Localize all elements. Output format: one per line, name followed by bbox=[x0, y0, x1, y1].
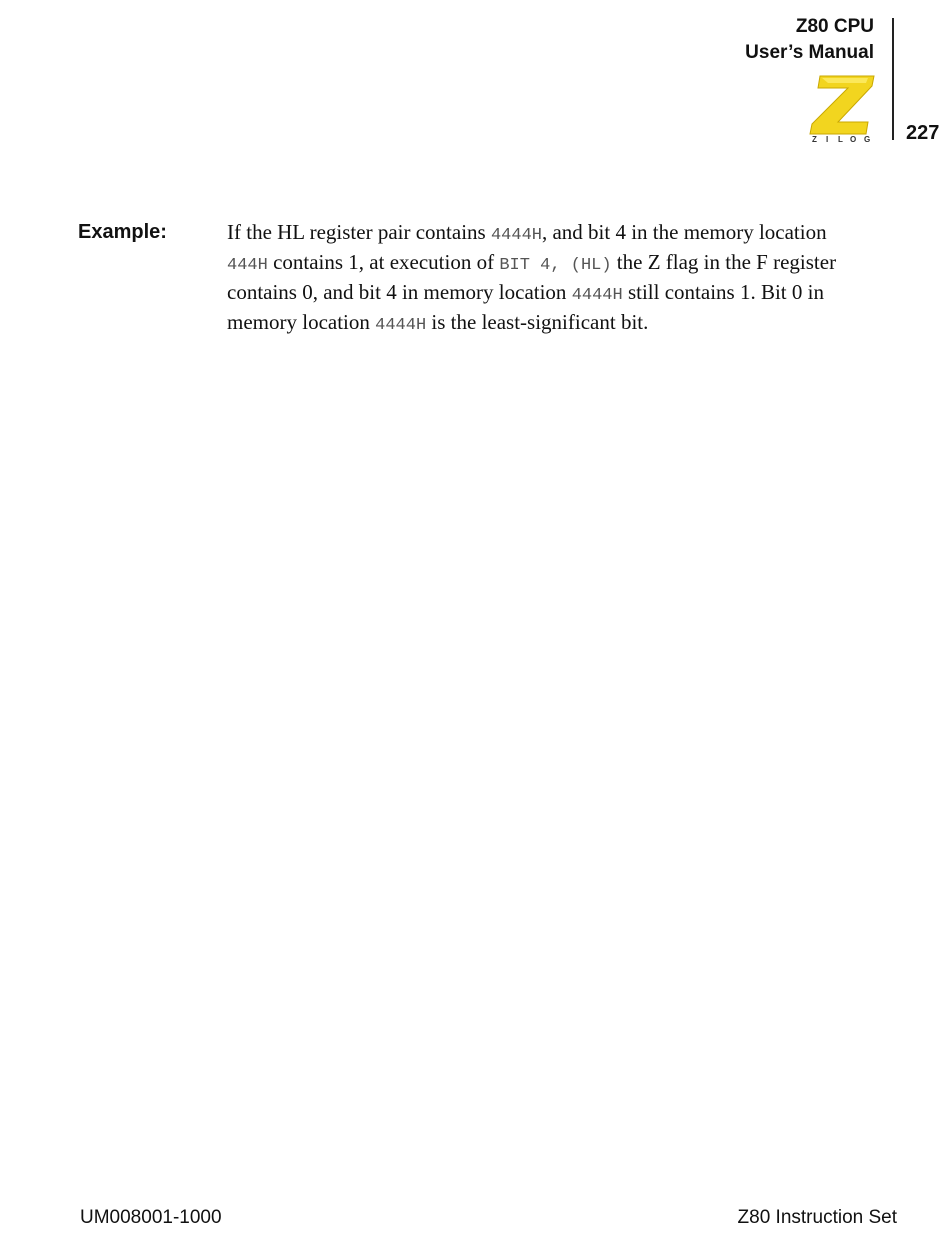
section-name: Z80 Instruction Set bbox=[737, 1207, 897, 1228]
text-segment: is the least-significant bit. bbox=[426, 310, 649, 334]
svg-text:I: I bbox=[826, 135, 829, 144]
paragraph-line bbox=[227, 309, 897, 339]
paragraph-line bbox=[227, 249, 897, 279]
code-literal: 444H bbox=[227, 256, 268, 275]
text-segment: If the HL register pair contains bbox=[227, 220, 491, 244]
code-literal: 4444H bbox=[375, 316, 427, 335]
paragraph-line bbox=[227, 279, 897, 309]
text-segment: contains 0, and bit 4 in memory location bbox=[227, 280, 572, 304]
code-literal: 4444H bbox=[490, 226, 542, 245]
svg-text:Z: Z bbox=[812, 135, 817, 144]
svg-text:L: L bbox=[838, 135, 843, 144]
code-literal: 4444H bbox=[571, 286, 623, 305]
manual-title-line-2: User’s Manual bbox=[745, 42, 874, 63]
svg-text:G: G bbox=[864, 135, 871, 144]
manual-title-line-1: Z80 CPU bbox=[795, 16, 874, 37]
example-paragraph bbox=[227, 219, 897, 339]
manual-title bbox=[745, 14, 874, 66]
text-segment: still contains 1. Bit 0 in bbox=[622, 280, 824, 304]
paragraph-line bbox=[227, 219, 897, 249]
code-literal: BIT 4, (HL) bbox=[499, 256, 612, 275]
text-segment: memory location bbox=[227, 310, 376, 334]
text-segment: , and bit 4 in the memory location bbox=[541, 220, 827, 244]
page-number: 227 bbox=[906, 122, 940, 144]
document-number: UM008001-1000 bbox=[80, 1207, 222, 1228]
header-divider bbox=[892, 18, 894, 140]
svg-text:O: O bbox=[850, 135, 857, 144]
example-label: Example: bbox=[78, 221, 167, 243]
zilog-logo-icon bbox=[806, 74, 878, 144]
text-segment: contains 1, at execution of bbox=[267, 250, 500, 274]
text-segment: the Z flag in the F register bbox=[611, 250, 837, 274]
